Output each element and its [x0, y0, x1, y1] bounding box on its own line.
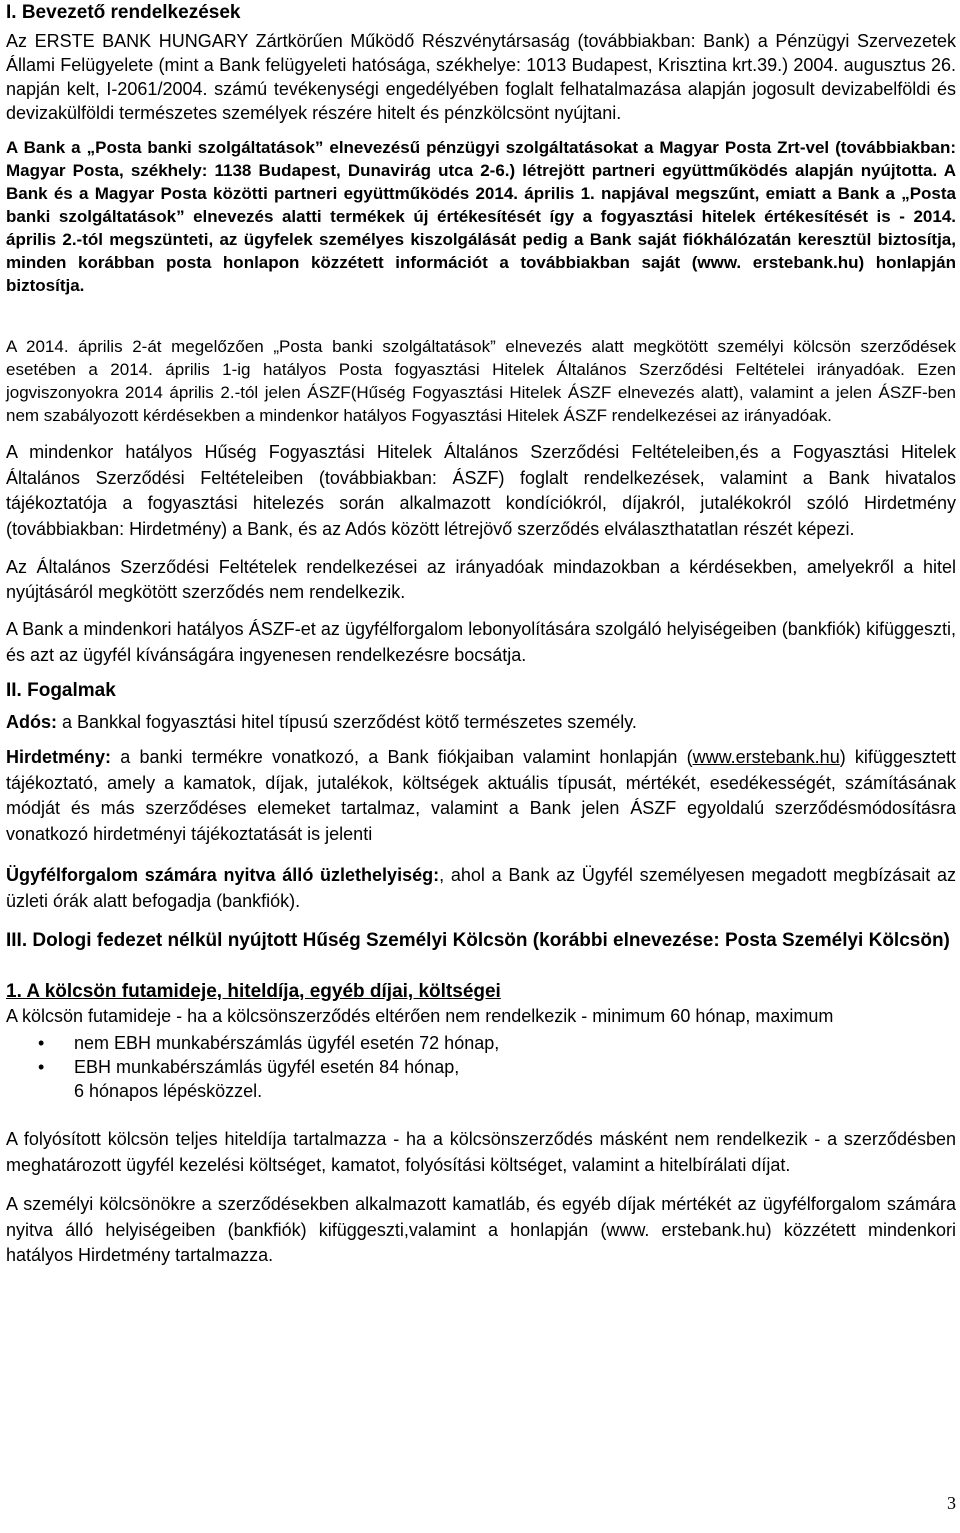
term-ados: Adós:: [6, 712, 57, 732]
def-ugyfelforgalom: , ahol a Bank az Ügyfél személyesen megadott megbízásait az üzleti órák alatt befogadja (bankfiók).: [6, 865, 956, 911]
list-item: • EBH munkabérszámlás ügyfél esetén 84 hónap,: [6, 1055, 956, 1079]
section-2-heading: II. Fogalmak: [6, 680, 116, 701]
list-item: • nem EBH munkabérszámlás ügyfél esetén 72 hónap,: [6, 1031, 956, 1055]
erstebank-link[interactable]: www.erstebank.hu: [692, 747, 840, 767]
term-ugyfelforgalom: Ügyfélforgalom számára nyitva álló üzlethelyiség:: [6, 865, 440, 885]
def-hirdetmeny-part2: ) kifüggesztett tájékoztató, amely a kamatok, díjak, jutalékok, költségek aktuális típusát, mértékét, esedékességét, számításának módját és más szerződéses elemeket tartalmaz, valamint a Bank jelen ÁSZF egyoldalú szerződésmódosításra vonatkozó hirdetményi tájékoztatását is jelenti: [6, 747, 956, 844]
section-3-heading: III. Dologi fedezet nélkül nyújtott Hűség Személyi Kölcsön (korábbi elnevezése: Posta Személyi Kölcsön): [6, 930, 950, 951]
duration-paragraph: A kölcsön futamideje - ha a kölcsönszerződés eltérően nem rendelkezik - minimum 60 hónap, maximum: [6, 1006, 834, 1026]
posta-paragraph: A Bank a „Posta banki szolgáltatások” elnevezésű pénzügyi szolgáltatásokat a Magyar Posta Zrt-vel (továbbiakban: Magyar Posta, székhely: 1138 Budapest, Dunavirág utca 2-6.) létrejött partneri együttműködés alapján nyújtotta. A Bank és a Magyar Posta közötti partneri együttműködés 2014. április 1. napjával megszűnt, emiatt a Bank a „Posta banki szolgáltatások” elnevezés alatti termékek új értékesítését így a fogyasztási hitelek értékesítését is - 2014. április 2.-tól megszünteti, az ügyfelek személyes kiszolgálását pedig a Bank saját fiókhálózatán keresztül biztosítja, minden korábban posta honlapon közzétett információt a továbbiakban saját (www. erstebank.hu) honlapján biztosítja.: [6, 138, 956, 295]
def-hirdetmeny-part1: a banki termékre vonatkozó, a Bank fiókjaiban valamint honlapján (: [111, 747, 693, 767]
page-number: 3: [947, 1493, 956, 1513]
display-paragraph: A Bank a mindenkori hatályos ÁSZF-et az ügyfélforgalom lebonyolítására szolgáló helyiségeiben (bankfiók) kifüggeszti, és azt az ügyfél kívánságára ingyenesen rendelkezésre bocsátja.: [6, 619, 956, 665]
subsection-1-heading: 1. A kölcsön futamideje, hiteldíja, egyéb díjai, költségei: [6, 981, 501, 1002]
document-page: [6, 0, 956, 1269]
definition-hirdetmeny: [6, 745, 956, 847]
term-hirdetmeny: Hirdetmény:: [6, 747, 112, 767]
aszf-paragraph: A mindenkor hatályos Hűség Fogyasztási Hitelek Általános Szerződési Feltételeiben,és a Fogyasztási Hitelek Általános Szerződési Feltételeiben (továbbiakban: ÁSZF) foglalt rendelkezések, valamint a Bank hivatalos tájékoztatója a fogyasztási hitelezés során alkalmazott kondíciókról, díjakról, jutalékokról szóló Hirdetmény (továbbiakban: Hirdetmény) a Bank, és az Adós között létrejövő szerződés elválaszthatatlan részét képezi.: [6, 442, 956, 539]
intro-paragraph: Az ERSTE BANK HUNGARY Zártkörűen Működő Részvénytársaság (továbbiakban: Bank) a Pénzügyi Szervezetek Állami Felügyelete (mint a Bank felügyeleti hatósága, székhelye: 1013 Budapest, Krisztina krt.39.) 2004. augusztus 26. napján kelt, I-2061/2004. számú tevékenységi engedélyében foglalt felhatalmazása alapján jogosult devizabelföldi és devizakülföldi természetes személyek részére hitelt és pénzkölcsönt nyújtani.: [6, 31, 956, 123]
rate-paragraph: A személyi kölcsönökre a szerződésekben alkalmazott kamatláb, és egyéb díjak mértékét az ügyfélforgalom számára nyitva álló helyiségeiben (bankfiók) kifüggeszti,valamint a honlapján (www. erstebank.hu) közzétett mindenkori hatályos Hirdetmény tartalmazza.: [6, 1194, 956, 1265]
duration-list: [6, 1031, 956, 1103]
list-note: 6 hónapos lépésközzel.: [74, 1081, 263, 1101]
definition-ugyfelforgalom: [6, 862, 956, 914]
fee-paragraph: A folyósított kölcsön teljes hiteldíja tartalmazza - ha a kölcsönszerződés másként nem rendelkezik - a szerződésben meghatározott ügyfél kezelési költséget, kamatot, folyósítási költséget, valamint a hitelbírálati díjat.: [6, 1129, 956, 1175]
definition-ados: [6, 710, 956, 734]
provisions-paragraph: Az Általános Szerződési Feltételek rendelkezései az irányadóak mindazokban a kérdésekben, amelyekről a hitel nyújtásáról megkötött szerződés nem rendelkezik.: [6, 557, 956, 602]
section-1-heading: I. Bevezető rendelkezések: [6, 2, 241, 23]
transition-paragraph: A 2014. április 2-át megelőzően „Posta banki szolgáltatások” elnevezés alatt megkötött személyi kölcsön szerződések esetében a 2014. április 1-ig hatályos Posta fogyasztási Hitelek Általános Szerződési Feltételei irányadóak. Ezen jogviszonyokra 2014 április 2.-tól jelen ÁSZF(Hűség Fogyasztási Hitelek ÁSZF elnevezés alatt), valamint a jelen ÁSZF-ben nem szabályozott kérdésekben a mindenkor hatályos Fogyasztási Hitelek ÁSZF rendelkezései az irányadóak.: [6, 337, 956, 425]
def-ados: a Bankkal fogyasztási hitel típusú szerződést kötő természetes személy.: [57, 712, 637, 732]
